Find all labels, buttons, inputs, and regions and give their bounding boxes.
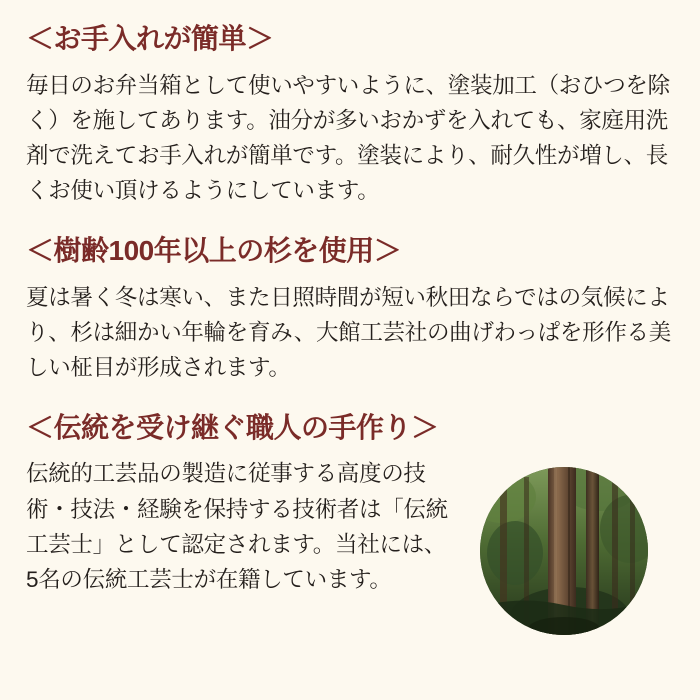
section-body-craftsman-handmade: 伝統的工芸品の製造に従事する高度の技術・技法・経験を保持する技術者は「伝統工芸士」として認定されます。当社には、5名の伝統工芸士が在籍しています。 xyxy=(26,461,448,592)
cedar-forest-photo xyxy=(480,467,648,635)
section-body-cedar-100-years: 夏は暑く冬は寒い、また日照時間が短い秋田ならではの気候により、杉は細かい年輪を育み、大館工芸社の曲げわっぱを形作る美しい柾目が形成されます。 xyxy=(26,284,671,380)
section-body-easy-care: 毎日のお弁当箱として使いやすいように、塗装加工（おひつを除く）を施してあります。油分が多いおかずを入れても、家庭用洗剤で洗えてお手入れが簡単です。塗装により、耐久性が増し、長くお使い頂けるようにしています。 xyxy=(26,72,670,203)
section-craftsman-handmade xyxy=(26,411,674,597)
section-easy-care xyxy=(26,22,674,208)
section-heading-easy-care: ＜お手入れが簡単＞ xyxy=(26,23,274,54)
section-cedar-100-years xyxy=(26,234,674,385)
section-heading-cedar-100-years: ＜樹齢100年以上の杉を使用＞ xyxy=(26,234,402,266)
section-heading-craftsman-handmade: ＜伝統を受け継ぐ職人の手作り＞ xyxy=(26,411,439,443)
